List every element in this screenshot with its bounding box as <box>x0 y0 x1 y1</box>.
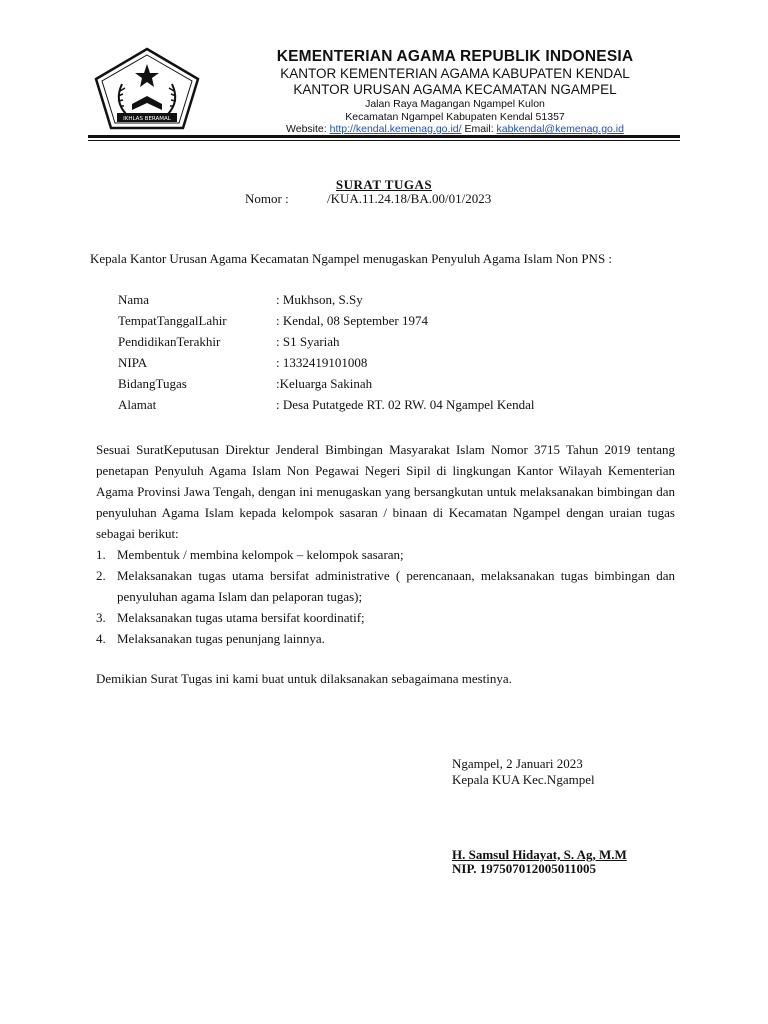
nomor-value: /KUA.11.24.18/BA.00/01/2023 <box>327 191 492 206</box>
email-label: Email: <box>461 123 497 135</box>
letterhead-divider-thick <box>88 135 680 138</box>
list-item <box>96 607 675 628</box>
ministry-name: KEMENTERIAN AGAMA REPUBLIK INDONESIA <box>276 48 634 65</box>
field-value: :Keluarga Sakinah <box>276 376 373 391</box>
list-item <box>96 544 675 565</box>
signer-nip: NIP. 197507012005011005 <box>452 861 596 876</box>
field-value: : S1 Syariah <box>276 334 340 349</box>
field-value: : 1332419101008 <box>276 355 368 370</box>
field-label: Nama <box>118 292 150 307</box>
website-label: Website: <box>286 123 330 135</box>
assignee-details <box>118 292 534 418</box>
place-date: Ngampel, 2 Januari 2023 <box>452 756 583 771</box>
task-list <box>96 544 675 649</box>
field-value: : Desa Putatgede RT. 02 RW. 04 Ngampel Kendal <box>276 397 535 412</box>
kua-name: KANTOR URUSAN AGAMA KECAMATAN NGAMPEL <box>293 82 617 97</box>
letterhead-text <box>218 48 692 136</box>
task-number: 1. <box>96 547 106 562</box>
field-label: NIPA <box>118 355 148 370</box>
signer-identity <box>452 848 627 876</box>
address-street: Jalan Raya Magangan Ngampel Kulon <box>365 98 545 110</box>
task-text: Membentuk / membina kelompok – kelompok sasaran; <box>117 547 404 562</box>
field-row <box>118 313 534 334</box>
task-number: 2. <box>96 568 106 583</box>
signature-block <box>452 756 595 787</box>
task-text: Melaksanakan tugas penunjang lainnya. <box>117 631 325 646</box>
field-label: TempatTanggalLahir <box>118 313 227 328</box>
field-row <box>118 355 534 376</box>
field-label: BidangTugas <box>118 376 187 391</box>
document-title: SURAT TUGAS <box>335 177 433 192</box>
field-row <box>118 397 534 418</box>
field-value: : Mukhson, S.Sy <box>276 292 363 307</box>
list-item <box>96 565 675 607</box>
field-label: Alamat <box>118 397 157 412</box>
task-text: Melaksanakan tugas utama bersifat koordinatif; <box>117 610 365 625</box>
field-value: : Kendal, 08 September 1974 <box>276 313 428 328</box>
task-number: 4. <box>96 631 106 646</box>
nomor-label: Nomor : <box>245 191 289 206</box>
field-label: PendidikanTerakhir <box>118 334 221 349</box>
email-link[interactable]: kabkendal@kemenag.go.id <box>496 123 624 135</box>
body-paragraph: Sesuai SuratKeputusan Direktur Jenderal Bimbingan Masyarakat Islam Nomor 3715 Tahun 2019 tentang penetapan Penyuluh Agama Islam Non Pegawai Negeri Sipil di lingkungan Kantor Wilayah Kementerian Agama Provinsi Jawa Tengah, dengan ini menugaskan yang bersangkutan untuk melaksanakan bimbingan dan penyuluhan Agama Islam kepada kelompok sasaran / binaan di Kecamatan Ngampel dengan uraian tugas sebagai berikut: <box>96 442 675 541</box>
signer-position: Kepala KUA Kec.Ngampel <box>452 771 595 787</box>
kemenag-logo-icon <box>92 46 202 130</box>
signer-name: H. Samsul Hidayat, S. Ag, M.M <box>452 847 627 862</box>
letterhead-divider-thin <box>88 140 680 141</box>
task-text: Melaksanakan tugas utama bersifat administrative ( perencanaan, melaksanakan tugas bimbingan dan penyuluhan agama Islam dan pelaporan tugas); <box>117 568 675 604</box>
intro-paragraph: Kepala Kantor Urusan Agama Kecamatan Ngampel menugaskan Penyuluh Agama Islam Non PNS : <box>90 251 613 266</box>
list-item <box>96 628 675 649</box>
field-row <box>118 292 534 313</box>
office-name: KANTOR KEMENTERIAN AGAMA KABUPATEN KENDAL <box>280 66 630 81</box>
address-district: Kecamatan Ngampel Kabupaten Kendal 51357 <box>345 110 565 123</box>
logo-motto: IKHLAS BERAMAL <box>123 116 171 122</box>
closing-paragraph: Demikian Surat Tugas ini kami buat untuk dilaksanakan sebagaimana mestinya. <box>96 671 512 686</box>
contact-line <box>218 123 692 136</box>
website-link[interactable]: http://kendal.kemenag.go.id/ <box>329 123 462 135</box>
letterhead <box>88 44 678 134</box>
field-row <box>118 334 534 355</box>
field-row <box>118 376 534 397</box>
task-number: 3. <box>96 610 106 625</box>
document-number <box>245 191 491 207</box>
